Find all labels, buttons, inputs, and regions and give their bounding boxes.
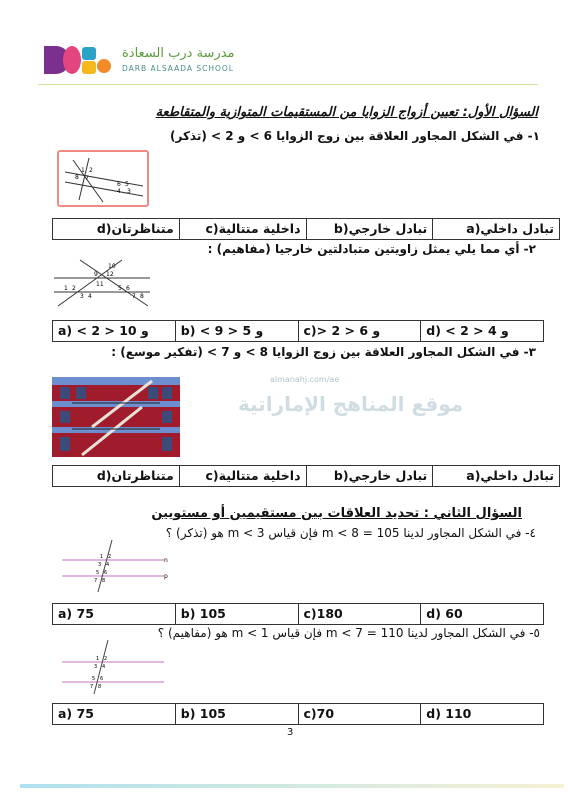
school-logo: [42, 44, 112, 76]
fig4-label: 6: [104, 570, 108, 576]
q2-option-a[interactable]: a) < 2 > 10 و: [53, 321, 176, 341]
q3-option-d[interactable]: متناظرتان(d: [53, 466, 180, 486]
watermark-text: موقع المناهج الإماراتية: [238, 392, 464, 416]
fig1-label: 7: [85, 175, 89, 182]
school-name-english: DARB ALSAADA SCHOOL: [122, 64, 234, 73]
question-5-options: [52, 703, 544, 725]
fig5-label: 1: [96, 656, 100, 662]
fig4-label: 4: [106, 562, 110, 568]
q2-option-c[interactable]: c)> 2 > 6 و: [299, 321, 422, 341]
fig1-label: 1: [81, 167, 85, 174]
q2-option-d[interactable]: d) < 2 > 4 و: [426, 323, 509, 338]
question-2-text: ٢- أي مما يلي يمثل زاويتين متبادلتين خارجيا (مفاهيم) :: [207, 242, 536, 256]
question-2-figure: [50, 256, 156, 310]
school-name-arabic: مدرسة درب السعادة: [122, 46, 235, 61]
fig2-label: 11: [96, 281, 104, 288]
question-1-text: ١- في الشكل المجاور العلاقة بين زوج الزوايا 6 > و 2 > (تذكر): [170, 129, 540, 143]
fig5-label: 5: [92, 676, 96, 682]
fig2-label: 4: [88, 293, 92, 300]
q5-option-b[interactable]: b) 105: [176, 704, 299, 724]
q4-option-a[interactable]: a) 75: [53, 604, 176, 624]
fig5-label: 8: [98, 684, 102, 690]
q5-option-a[interactable]: a) 75: [53, 704, 176, 724]
q4-option-d[interactable]: d) 60: [426, 606, 463, 621]
q4-option-b[interactable]: b) 105: [176, 604, 299, 624]
q1-option-a[interactable]: تبادل داخلي(a: [466, 221, 554, 236]
fig2-label: 9: [94, 271, 98, 278]
fig4-label: 7: [94, 578, 98, 584]
fig4-label: p: [164, 573, 168, 580]
fig4-label: 3: [98, 562, 102, 568]
q4-option-c[interactable]: c)180: [299, 604, 422, 624]
question-5-text: ٥- في الشكل المجاور لدينا m < 7 = 110 فإن قياس m < 1 هو (مفاهيم) ؟: [157, 626, 540, 640]
fig5-label: 7: [90, 684, 94, 690]
fig2-label: 8: [140, 293, 144, 300]
q5-option-d[interactable]: d) 110: [426, 706, 472, 721]
q3-option-a[interactable]: تبادل داخلي(a: [466, 468, 554, 483]
fig1-label: 8: [75, 174, 79, 181]
fig2-label: 1: [64, 285, 68, 292]
fig2-label: 5: [118, 285, 122, 292]
building-staircase-photo: [52, 377, 180, 457]
fig2-label: 6: [126, 285, 130, 292]
q3-option-c[interactable]: داخلية متتالية(c: [180, 466, 307, 486]
section1-title: السؤال الأول: تعيين أزواج الزوايا من المستقيمات المتوازية والمتقاطعة: [155, 105, 538, 120]
fig5-label: 3: [94, 664, 98, 670]
fig4-label: 5: [96, 570, 100, 576]
page-number: 3: [287, 727, 294, 738]
fig1-label: 4: [117, 188, 121, 195]
q5-option-c[interactable]: c)70: [299, 704, 422, 724]
fig1-label: 3: [127, 188, 131, 195]
q1-option-b[interactable]: تبادل خارجي(b: [307, 219, 434, 239]
fig2-label: 3: [80, 293, 84, 300]
q2-option-b[interactable]: b) < 9 > 5 و: [176, 321, 299, 341]
question-4-figure: [60, 538, 172, 594]
q3-option-b[interactable]: تبادل خارجي(b: [307, 466, 434, 486]
fig2-label: 10: [108, 263, 116, 270]
fig1-label: 5: [125, 181, 129, 188]
q1-option-c[interactable]: داخلية متتالية(c: [180, 219, 307, 239]
fig2-label: 7: [132, 293, 136, 300]
question-1-figure: [57, 150, 149, 207]
question-1-options: [52, 218, 560, 240]
header-divider: [38, 84, 538, 85]
fig1-label: 6: [117, 181, 121, 188]
question-4-options: [52, 603, 544, 625]
question-4-text: ٤- في الشكل المجاور لدينا m < 8 = 105 فإن قياس m < 3 هو (تذكر) ؟: [165, 526, 536, 540]
question-5-figure: [60, 638, 172, 696]
fig5-label: 2: [104, 656, 108, 662]
section2-title: السؤال الثاني : تحديد العلاقات بين مستقيمين أو مستويين: [151, 506, 522, 521]
question-2-options: [52, 320, 544, 342]
question-3-options: [52, 465, 560, 487]
watermark-url: almanahj.com/ae: [270, 375, 340, 384]
fig2-label: 2: [72, 285, 76, 292]
fig4-label: 1: [100, 554, 104, 560]
q1-option-d[interactable]: متناظرتان(d: [53, 219, 180, 239]
footer-divider: [20, 784, 564, 788]
fig4-label: 8: [102, 578, 106, 584]
fig2-label: 12: [106, 271, 114, 278]
question-3-text: ٣- في الشكل المجاور العلاقة بين زوج الزوايا 8 > و 7 > (تفكير موسع) :: [111, 345, 536, 359]
fig4-label: n: [164, 557, 168, 564]
fig1-label: 2: [89, 167, 93, 174]
fig5-label: 4: [102, 664, 106, 670]
fig5-label: 6: [100, 676, 104, 682]
fig4-label: 2: [108, 554, 112, 560]
